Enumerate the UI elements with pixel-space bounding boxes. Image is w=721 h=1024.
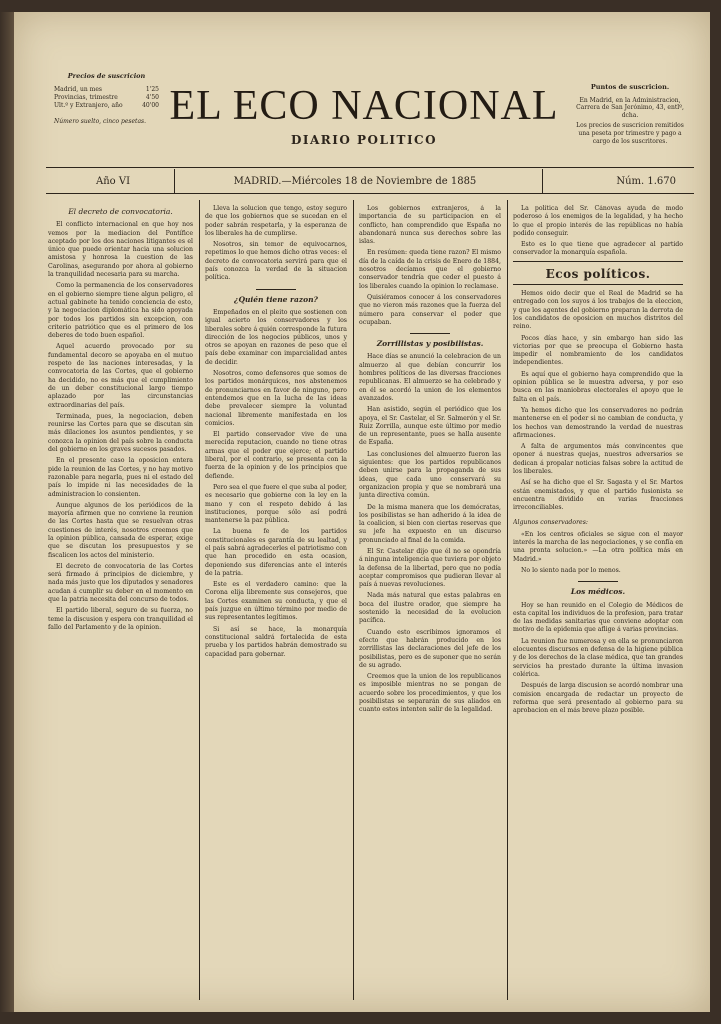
article-paragraph: Esto es lo que tiene que agradecer al partido conservador la monarquía española. — [513, 241, 683, 257]
article-heading: Zorrillistas y posibilistas. — [376, 339, 484, 349]
article-paragraph: Nada más natural que estas palabras en boca del ilustre orador, que siempre ha sostenido la necesidad de la evolucion pacífica. — [359, 592, 501, 625]
article-paragraph: En el presente caso la oposicion entera pide la reunion de las Cortes, y no hay motivo razonable para negarla, pues ni el estado del país lo impide ni las necesidades de la administracion lo consienten. — [48, 457, 193, 498]
article-paragraph: La reunion fue numerosa y en ella se pronunciaron elocuentes discursos en defensa de la higiene pública y de los derechos de la clase médica, que tan grandes servicios ha prestado durante la última invasion colérica. — [513, 637, 683, 678]
subscription-points-box — [570, 84, 690, 148]
prices-heading: Precios de suscricion — [67, 72, 146, 80]
article-heading: Los médicos. — [570, 587, 626, 597]
newspaper-title: EL ECO NACIONAL — [169, 83, 559, 129]
article-paragraph: El partido liberal, seguro de su fuerza, no teme la discusion y espera con tranquilidad el fallo del Parlamento y de la opinion. — [48, 607, 193, 631]
points-text: En Madrid, en la Administracion, Carrera de San Jerónimo, 43, entlº, dcha. — [576, 96, 684, 119]
article-paragraph: La buena fe de los partidos constitucionales es garantía de su lealtad, y el país sabrá agradecerles el patriotismo con que han procedido en esta ocasion, deponiendo sus diferencias ante el interés de la patria. — [205, 528, 347, 577]
article-paragraph: Si así se hace, la monarquía constitucional saldrá fortalecida de esta prueba y los partidos habrán demostrado su capacidad para gobernar. — [205, 625, 347, 658]
dateline-divider — [542, 169, 543, 193]
article-paragraph: Hoy se han reunido en el Colegio de Médicos de esta capital los individuos de la profesion, para tratar de las medidas sanitarias que conviene adoptar con motivo de la epidemia que aflige á varias provincias. — [513, 601, 683, 634]
article-paragraph: Es aquí que el gobierno haya comprendido que la opinion pública se le muestra adversa, y por eso busca en las maniobras electorales el apoyo que le falta en el país. — [513, 370, 683, 403]
article-paragraph: Hace días se anunció la celebracion de un almuerzo al que debían concurrir los hombres políticos de las diversas fracciones republicanas. El almuerzo se ha celebrado y en él se acordó la union de los elementos avanzados. — [359, 353, 501, 402]
column-divider — [353, 200, 354, 1000]
caption-line: Algunos conservadores: — [513, 518, 588, 526]
article-paragraph: Así se ha dicho que el Sr. Sagasta y el Sr. Martos están enemistados, y que el partido fusionista se encuentra dividido en varias fracciones irreconciliables. — [513, 479, 683, 512]
article-paragraph: Aquel acuerdo provocado por su fundamental decoro se apoyaba en el mutuo respeto de las naciones interesadas, y la convocatoria de las Cortes, que el gobierno ha decidido, no es más que el cumplimiento de un deber constitucional largo tiempo aplazado por las circunstancias extraordinarias del país. — [48, 343, 193, 409]
article-paragraph: La política del Sr. Cánovas ayuda de modo poderoso á los enemigos de la legalidad, y ha hecho lo que el propio interés de las repúblicas no había podido conseguir. — [513, 205, 683, 237]
newspaper-subtitle: DIARIO POLITICO — [290, 133, 438, 147]
section-divider — [256, 289, 296, 290]
price-row: Ult.º y Extranjero, año 40'00 — [54, 102, 159, 109]
column-2 — [205, 205, 347, 1000]
article-heading: El decreto de convocatoria. — [68, 207, 173, 216]
price-row: Madrid, un mes 1'25 — [54, 86, 159, 93]
article-paragraph: Este es el verdadero camino: que la Corona elija libremente sus consejeros, que las Cortes examinen su conducta, y que el país juzgue en último término por medio de sus representantes legítimos. — [205, 581, 347, 622]
price-row: Provincias, trimestre 4'50 — [54, 94, 159, 101]
article-paragraph: Terminada, pues, la negociacion, deben reunirse las Cortes para que se discutan sin más dilaciones los asuntos pendientes, y se conozca la opinion del país sobre la conducta del gobierno en los graves sucesos pasados. — [48, 412, 193, 454]
newspaper-page — [14, 12, 710, 1012]
date-label: MADRID.—Miércoles 18 de Noviembre de 1885 — [233, 175, 477, 187]
column-divider — [507, 200, 508, 1000]
article-paragraph: Ya hemos dicho que los conservadores no podrán mantenerse en el poder si no cambian de conducta, y los hechos van demostrando la verdad de nuestras afirmaciones. — [513, 406, 683, 439]
article-paragraph: «En los centros oficiales se sigue con el mayor interés la marcha de las negociaciones, y se confía en una pronta solucion.» —La otra política más en Madrid.» — [513, 530, 683, 563]
column-1 — [48, 205, 193, 1000]
article-paragraph: De la misma manera que los demócratas, los posibilistas se han adherido á la idea de la coalicion, si bien con ciertas reservas que su jefe ha expuesto en un discurso pronunciado al final de la comida. — [359, 503, 501, 544]
article-paragraph: Después de larga discusion se acordó nombrar una comision encargada de redactar un proyecto de reforma que será presentado al gobierno para su aprobacion en el más breve plazo posible. — [513, 682, 683, 715]
article-paragraph: Nosotros, sin temor de equivocarnos, repetimos lo que hemos dicho otras veces: el decreto de convocatoria servirá para que el país conozca la verdad de la situacion política. — [205, 241, 347, 282]
header-rule-bottom — [46, 193, 694, 194]
article-paragraph: Hemos oido decir que el Real de Madrid se ha entregado con los suyos á los trabajos de la eleccion, y que los agentes del gobierno preparan la derrota de los candidatos de oposicion en muchos distritos del reino. — [513, 290, 683, 331]
section-rule — [513, 261, 683, 262]
article-paragraph: Los gobiernos extranjeros, á la importancia de su participacion en el conflicto, han comprendido que España no abandonará nunca sus derechos sobre las islas. — [359, 205, 501, 246]
article-paragraph: Aunque algunos de los periódicos de la mayoría afirmen que no conviene la reunion de las Cortes hasta que se resuelvan otras cuestiones de interés, nosotros creemos que la opinion pública, cansada de esperar, exige que se discutan los presupuestos y se fiscalicen los actos del ministerio. — [48, 501, 193, 559]
article-paragraph: Empeñados en el pleito que sostienen con igual acierto los conservadores y los liberales sobre á quién corresponde la futura dirección de los negocios públicos, unos y otros se apoyan en razones de peso que el país debe examinar con imparcialidad antes de decidir. — [205, 308, 347, 366]
points-text: Los precios de suscricion remitidos una peseta por trimestre y pago a cargo de los suscritores. — [576, 122, 684, 145]
article-paragraph: A falta de argumentos más convincentes que oponer á nuestras quejas, nuestros adversarios se dedican á propalar noticias falsas sobre la actitud de los liberales. — [513, 443, 683, 476]
issue-number: Núm. 1.670 — [616, 175, 676, 187]
article-heading: ¿Quién tiene razon? — [234, 294, 318, 304]
article-paragraph: El conflicto internacional en que hoy nos vemos por la mediacion del Pontífice aceptado por los dos naciones litigantes es el único que puede orientar hacia una solucion amistosa y honrosa la cuestion de las Carolinas, asegurando por ahora al gobierno la tranquilidad necesaria para su marcha. — [48, 221, 193, 279]
article-paragraph: Pero sea el que fuere el que suba al poder, es necesario que gobierne con la ley en la mano y con el respeto debido á las instituciones, porque sólo así podrá mantenerse la paz pública. — [205, 483, 347, 525]
article-paragraph: Pocos días hace, y sin embargo han sido las victorias por que se preocupa el Gobierno hasta impedir el nombramiento de los candidatos independientes. — [513, 334, 683, 367]
section-divider — [578, 581, 618, 582]
article-paragraph: Lleva la solucion que tengo, estoy seguro de que los gobiernos que se sucedan en el poder sabrán respetarla, y la esperanza de los liberales ha de cumplirse. — [205, 205, 347, 237]
header-rule-top — [46, 167, 694, 168]
section-rule — [513, 284, 683, 285]
article-paragraph: Creemos que la union de los republicanos es imposible mientras no se pongan de acuerdo sobre los procedimientos, y que los posibilistas se separarán de sus aliados en cuanto estos intenten salir de la legalidad. — [359, 673, 501, 714]
article-paragraph: Las conclusiones del almuerzo fueron las siguientes: que los partidos republicanos deben unirse para la propaganda de sus ideas, que cada uno conservará su organizacion propia y que se nombrará una junta directiva común. — [359, 450, 501, 500]
section-heading: Ecos políticos. — [545, 266, 651, 281]
column-4 — [513, 205, 683, 1000]
article-paragraph: Nosotros, como defensores que somos de los partidos monárquicos, nos abstenemos de pronunciarnos en favor de ninguno, pero entendemos que en la lucha de las ideas debe prevalecer siempre la voluntad nacional libremente manifestada en los comicios. — [205, 370, 347, 427]
dateline-divider — [174, 169, 175, 193]
column-3 — [359, 205, 501, 1000]
article-paragraph: Cuando esto escribimos ignoramos el efecto que habrán producido en los zorrillistas las declaraciones del jefe de los posibilistas, pero es de suponer que no serán de su agrado. — [359, 628, 501, 669]
section-divider — [410, 333, 450, 334]
article-paragraph: El decreto de convocatoria de las Cortes será firmado á principios de diciembre, y nada más justo que los diputados y senadores acudan á cumplir su deber en el momento en que la patria necesita del concurso de todos. — [48, 562, 193, 604]
article-paragraph: Quisiéramos conocer á los conservadores que no vieron más razones que la fuerza del número para conservar el poder que ocupaban. — [359, 293, 501, 326]
dateline — [46, 172, 694, 190]
article-paragraph: No lo siento nada por lo menos. — [521, 566, 621, 574]
year-label: Año VI — [96, 175, 131, 187]
points-heading: Puntos de suscricion. — [590, 83, 670, 91]
article-paragraph: En resúmen: queda tiene razon? El mismo día de la caída de la crisis de Enero de 1884, nosotros decíamos que el gobierno conservador tendría que ceder el puesto á los liberales cuando la opinion lo reclamase. — [359, 249, 501, 290]
subscription-prices-box — [54, 72, 159, 126]
article-paragraph: Han asistido, según el periódico que los apoya, el Sr. Castelar, el Sr. Salmerón y el Sr. Ruiz Zorrilla, aunque este último por medio de un representante, pues se halla ausente de España. — [359, 406, 501, 447]
article-paragraph: El partido conservador vive de una merecida reputacion, cuando no tiene otras armas que el poder que ejerce; el partido liberal, por el contrario, se presenta con la fuerza de la opinion y de los principios que defiende. — [205, 431, 347, 480]
article-paragraph: El Sr. Castelar dijo que él no se opondría á ninguna inteligencia que tuviera por objeto la defensa de la libertad, pero que no podía aceptar compromisos que pudieran llevar al país á nuevas revoluciones. — [359, 547, 501, 589]
column-divider — [199, 200, 200, 1000]
article-paragraph: Como la permanencia de los conservadores en el gobierno siempre tiene algun peligro, el actual gabinete ha tenido conciencia de esto, y la negociacion diplomática ha sido apoyada por todos los partidos sin excepcion, con criterio patriótico que es el primero de los deberes de todo buen español. — [48, 282, 193, 340]
single-issue-note: Número suelto, cinco pesetas. — [54, 118, 147, 125]
